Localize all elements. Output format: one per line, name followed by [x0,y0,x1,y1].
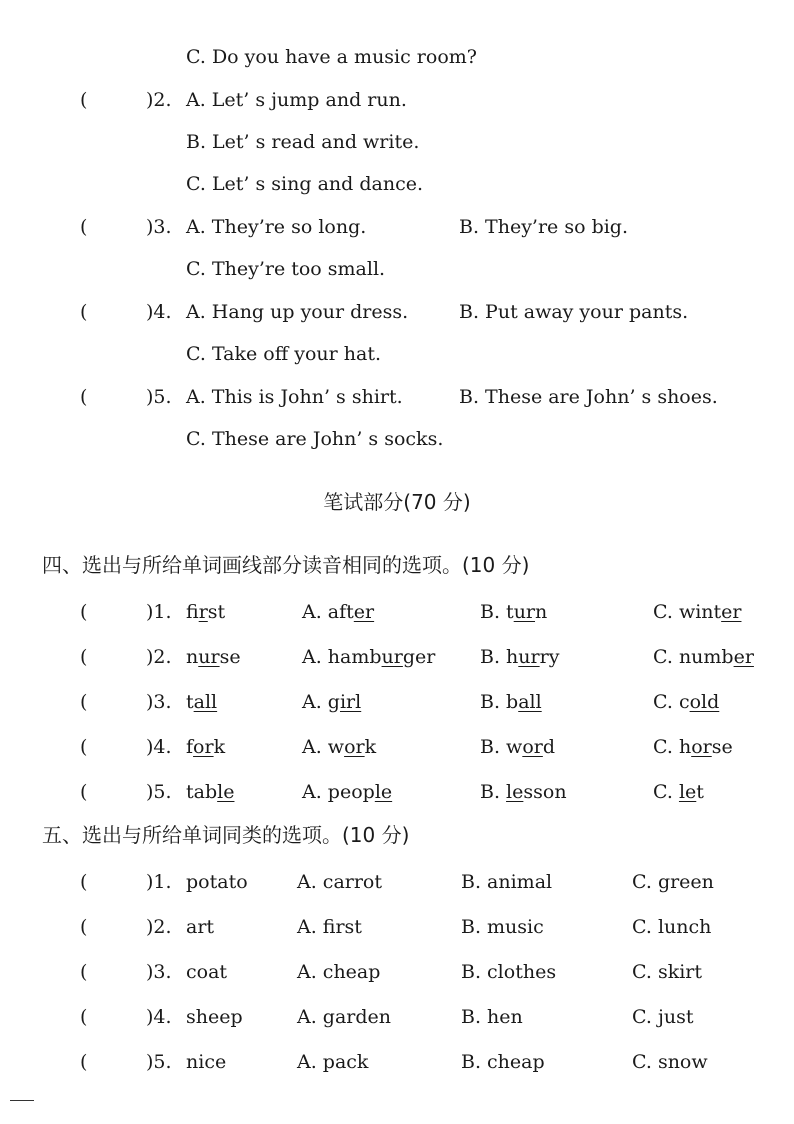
option-a[interactable] [302,646,435,668]
underlined-segment: le [217,781,235,803]
q4-option-a: A. Hang up your dress. [186,301,409,323]
option-c[interactable]: C. snow [632,1051,708,1073]
q3-option-c: C. They’re too small. [186,258,386,280]
q3-option-b: B. They’re so big. [459,216,629,238]
underlined-segment: or [193,736,214,758]
word-segment: A. w [302,736,345,758]
question-number: )1. [146,601,172,623]
option-a[interactable]: A. carrot [297,871,383,893]
option-a[interactable] [302,601,374,623]
option-b[interactable]: B. music [461,916,544,938]
q2-option-b: B. Let’ s read and write. [186,131,420,153]
word-segment: se [711,736,733,758]
word-segment: n [186,646,199,668]
given-word [186,646,241,668]
answer-paren[interactable]: ( [80,1006,88,1028]
word-segment: B. [480,781,507,803]
question-number: )2. [146,916,172,938]
option-a[interactable] [302,691,361,713]
underlined-segment: old [689,691,720,713]
underlined-segment: ur [513,601,536,623]
underlined-segment: ur [381,646,403,668]
underlined-segment: ur [198,646,220,668]
word-segment: B. b [480,691,519,713]
word-segment: B. w [480,736,523,758]
question-number: )2. [146,646,172,668]
option-a[interactable]: A. garden [297,1006,392,1028]
underlined-segment: er [353,601,375,623]
word-segment: sson [523,781,567,803]
underlined-segment: all [193,691,218,713]
answer-paren[interactable]: ( [80,736,88,758]
answer-paren[interactable]: ( [80,961,88,983]
underlined-segment: irl [339,691,362,713]
question-number: )5. [146,781,172,803]
option-b[interactable] [480,646,559,668]
answer-paren[interactable]: ( [80,386,88,408]
word-segment: k [213,736,226,758]
word-segment: A. aft [302,601,354,623]
given-word [186,601,225,623]
word-segment: d [542,736,556,758]
given-word: potato [186,871,248,893]
question-number: )4. [146,301,172,323]
word-segment: tab [186,781,218,803]
word-segment: B. h [480,646,519,668]
word-segment: f [186,736,194,758]
answer-paren[interactable]: ( [80,871,88,893]
q3-option-a: A. They’re so long. [186,216,367,238]
given-word: sheep [186,1006,243,1028]
q2-option-c: C. Let’ s sing and dance. [186,173,423,195]
option-b[interactable] [480,601,547,623]
q5-option-c: C. These are John’ s socks. [186,428,444,450]
underlined-segment: le [506,781,524,803]
underlined-segment: or [344,736,365,758]
option-b[interactable] [480,736,555,758]
word-segment: k [364,736,377,758]
underlined-segment: ur [518,646,540,668]
question-number: )5. [146,386,172,408]
question-number: )1. [146,871,172,893]
underlined-segment: le [374,781,393,803]
option-c[interactable] [653,736,733,758]
q4-option-c: C. Take off your hat. [186,343,382,365]
option-c[interactable]: C. green [632,871,714,893]
word-segment: C. [653,781,679,803]
answer-paren[interactable]: ( [80,89,88,111]
question-number: )3. [146,216,172,238]
option-a[interactable]: A. pack [297,1051,369,1073]
answer-paren[interactable]: ( [80,301,88,323]
option-a[interactable]: A. first [297,916,362,938]
option-b[interactable]: B. cheap [461,1051,545,1073]
option-c[interactable] [653,781,704,803]
option-c[interactable]: C. skirt [632,961,702,983]
q5-option-a: A. This is John’ s shirt. [186,386,403,408]
word-segment: A. peop [302,781,375,803]
word-segment: t [696,781,704,803]
option-b[interactable] [480,691,542,713]
section5-title: 五、选出与所给单词同类的选项。(10 分) [42,823,410,847]
q1-option-c: C. Do you have a music room? [186,46,477,68]
underlined-segment: er [721,601,742,623]
answer-paren[interactable]: ( [80,601,88,623]
underlined-segment: er [733,646,754,668]
q4-option-b: B. Put away your pants. [459,301,689,323]
question-number: )3. [146,961,172,983]
answer-paren[interactable]: ( [80,781,88,803]
option-c[interactable] [653,691,719,713]
word-segment: st [207,601,226,623]
underlined-segment: or [691,736,712,758]
given-word [186,736,225,758]
word-segment: A. g [302,691,340,713]
answer-paren[interactable]: ( [80,646,88,668]
option-a[interactable] [302,736,376,758]
answer-paren[interactable]: ( [80,216,88,238]
given-word [186,781,234,803]
question-number: )4. [146,736,172,758]
underlined-segment: all [518,691,542,713]
q2-option-a: A. Let’ s jump and run. [186,89,407,111]
underlined-segment: ir [198,601,208,623]
word-segment: ger [402,646,436,668]
question-number: )4. [146,1006,172,1028]
given-word: art [186,916,215,938]
written-part-title: 笔试部分(70 分) [323,490,471,514]
word-segment: C. numb [653,646,734,668]
answer-paren[interactable]: ( [80,691,88,713]
given-word: coat [186,961,228,983]
option-a[interactable] [302,781,392,803]
underlined-segment: le [678,781,697,803]
option-a[interactable]: A. cheap [297,961,381,983]
option-c[interactable]: C. lunch [632,916,712,938]
option-c[interactable]: C. just [632,1006,694,1028]
answer-paren[interactable]: ( [80,916,88,938]
option-c[interactable] [653,646,754,668]
word-segment: n [535,601,548,623]
option-b[interactable]: B. clothes [461,961,557,983]
word-segment: C. wint [653,601,722,623]
q5-option-b: B. These are John’ s shoes. [459,386,718,408]
word-segment: A. hamb [302,646,382,668]
option-c[interactable] [653,601,741,623]
given-word: nice [186,1051,227,1073]
page-edge-mark [10,1100,34,1101]
word-segment: C. h [653,736,692,758]
answer-paren[interactable]: ( [80,1051,88,1073]
section4-title: 四、选出与所给单词画线部分读音相同的选项。(10 分) [42,553,530,577]
word-segment: C. c [653,691,690,713]
option-b[interactable]: B. hen [461,1006,523,1028]
word-segment: ry [539,646,560,668]
word-segment: B. t [480,601,514,623]
option-b[interactable] [480,781,567,803]
word-segment: t [186,691,194,713]
given-word [186,691,217,713]
option-b[interactable]: B. animal [461,871,553,893]
question-number: )2. [146,89,172,111]
word-segment: se [219,646,241,668]
underlined-segment: or [522,736,543,758]
word-segment: f [186,601,199,623]
question-number: )3. [146,691,172,713]
question-number: )5. [146,1051,172,1073]
